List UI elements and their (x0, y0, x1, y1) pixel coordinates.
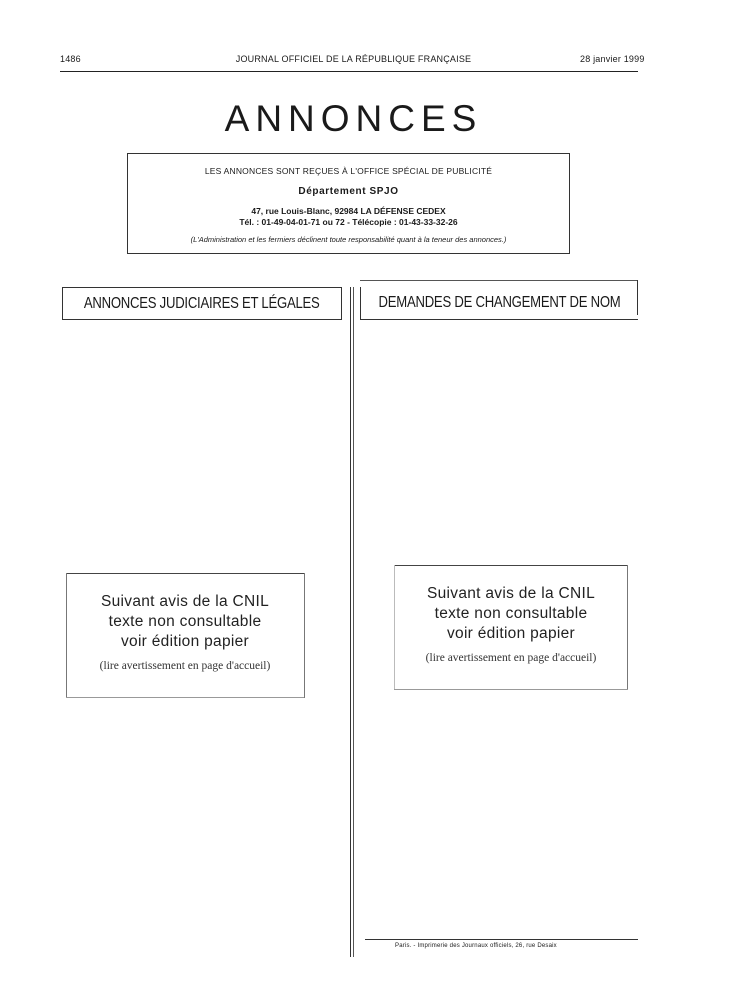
notice-left-top-rule (66, 573, 304, 574)
info-line-address: 47, rue Louis-Blanc, 92984 LA DÉFENSE CEDEX (251, 206, 446, 216)
section-header-name-change (360, 287, 638, 320)
notice-left-bottom-rule (66, 697, 304, 698)
column-divider (350, 287, 351, 957)
notice-left-line1: Suivant avis de la CNIL (100, 593, 269, 610)
footer-rule (365, 939, 638, 940)
cnil-notice-left (66, 592, 304, 672)
section-header-judicial-notices (62, 287, 342, 320)
right-header-side-rule (637, 280, 638, 315)
info-line-disclaimer: (L'Administration et les fermiers déclinent toute responsabilité quant à la teneur des annonces.) (190, 235, 507, 244)
notice-right-top-rule (394, 565, 628, 566)
section-title-right: DEMANDES DE CHANGEMENT DE NOM (378, 294, 621, 311)
info-line-reception: LES ANNONCES SONT REÇUES À L'OFFICE SPÉCIAL DE PUBLICITÉ (204, 166, 493, 176)
notice-right-line3: voir édition papier (446, 625, 576, 642)
info-line-department: Département SPJO (298, 186, 399, 197)
notice-left-right-rule (304, 573, 305, 698)
printer-imprint: Paris. - Imprimerie des Journaux officiels, 26, rue Desaix (395, 943, 557, 949)
issue-date: 28 janvier 1999 (580, 54, 645, 64)
page-number: 1486 (60, 54, 81, 64)
notice-left-line2: texte non consultable (108, 613, 262, 630)
notice-right-line2: texte non consultable (434, 605, 588, 622)
notice-right-line1: Suivant avis de la CNIL (426, 585, 595, 602)
notice-right-bottom-rule (394, 689, 628, 690)
notice-left-warning: (lire avertissement en page d'accueil) (99, 660, 271, 672)
notice-left-line3: voir édition papier (120, 633, 250, 650)
column-divider-inner (353, 287, 354, 957)
section-title-left: ANNONCES JUDICIAIRES ET LÉGALES (84, 294, 320, 312)
right-header-top-rule (360, 280, 638, 281)
cnil-notice-right (394, 584, 628, 664)
publicity-office-box (127, 153, 570, 254)
journal-title: JOURNAL OFFICIEL DE LA RÉPUBLIQUE FRANÇAISE (235, 54, 472, 64)
header-rule (60, 71, 638, 72)
page-title: ANNONCES (224, 98, 483, 139)
info-line-phones: Tél. : 01-49-04-01-71 ou 72 - Télécopie : 01-43-33-32-26 (239, 217, 458, 227)
notice-right-warning: (lire avertissement en page d'accueil) (425, 652, 597, 664)
